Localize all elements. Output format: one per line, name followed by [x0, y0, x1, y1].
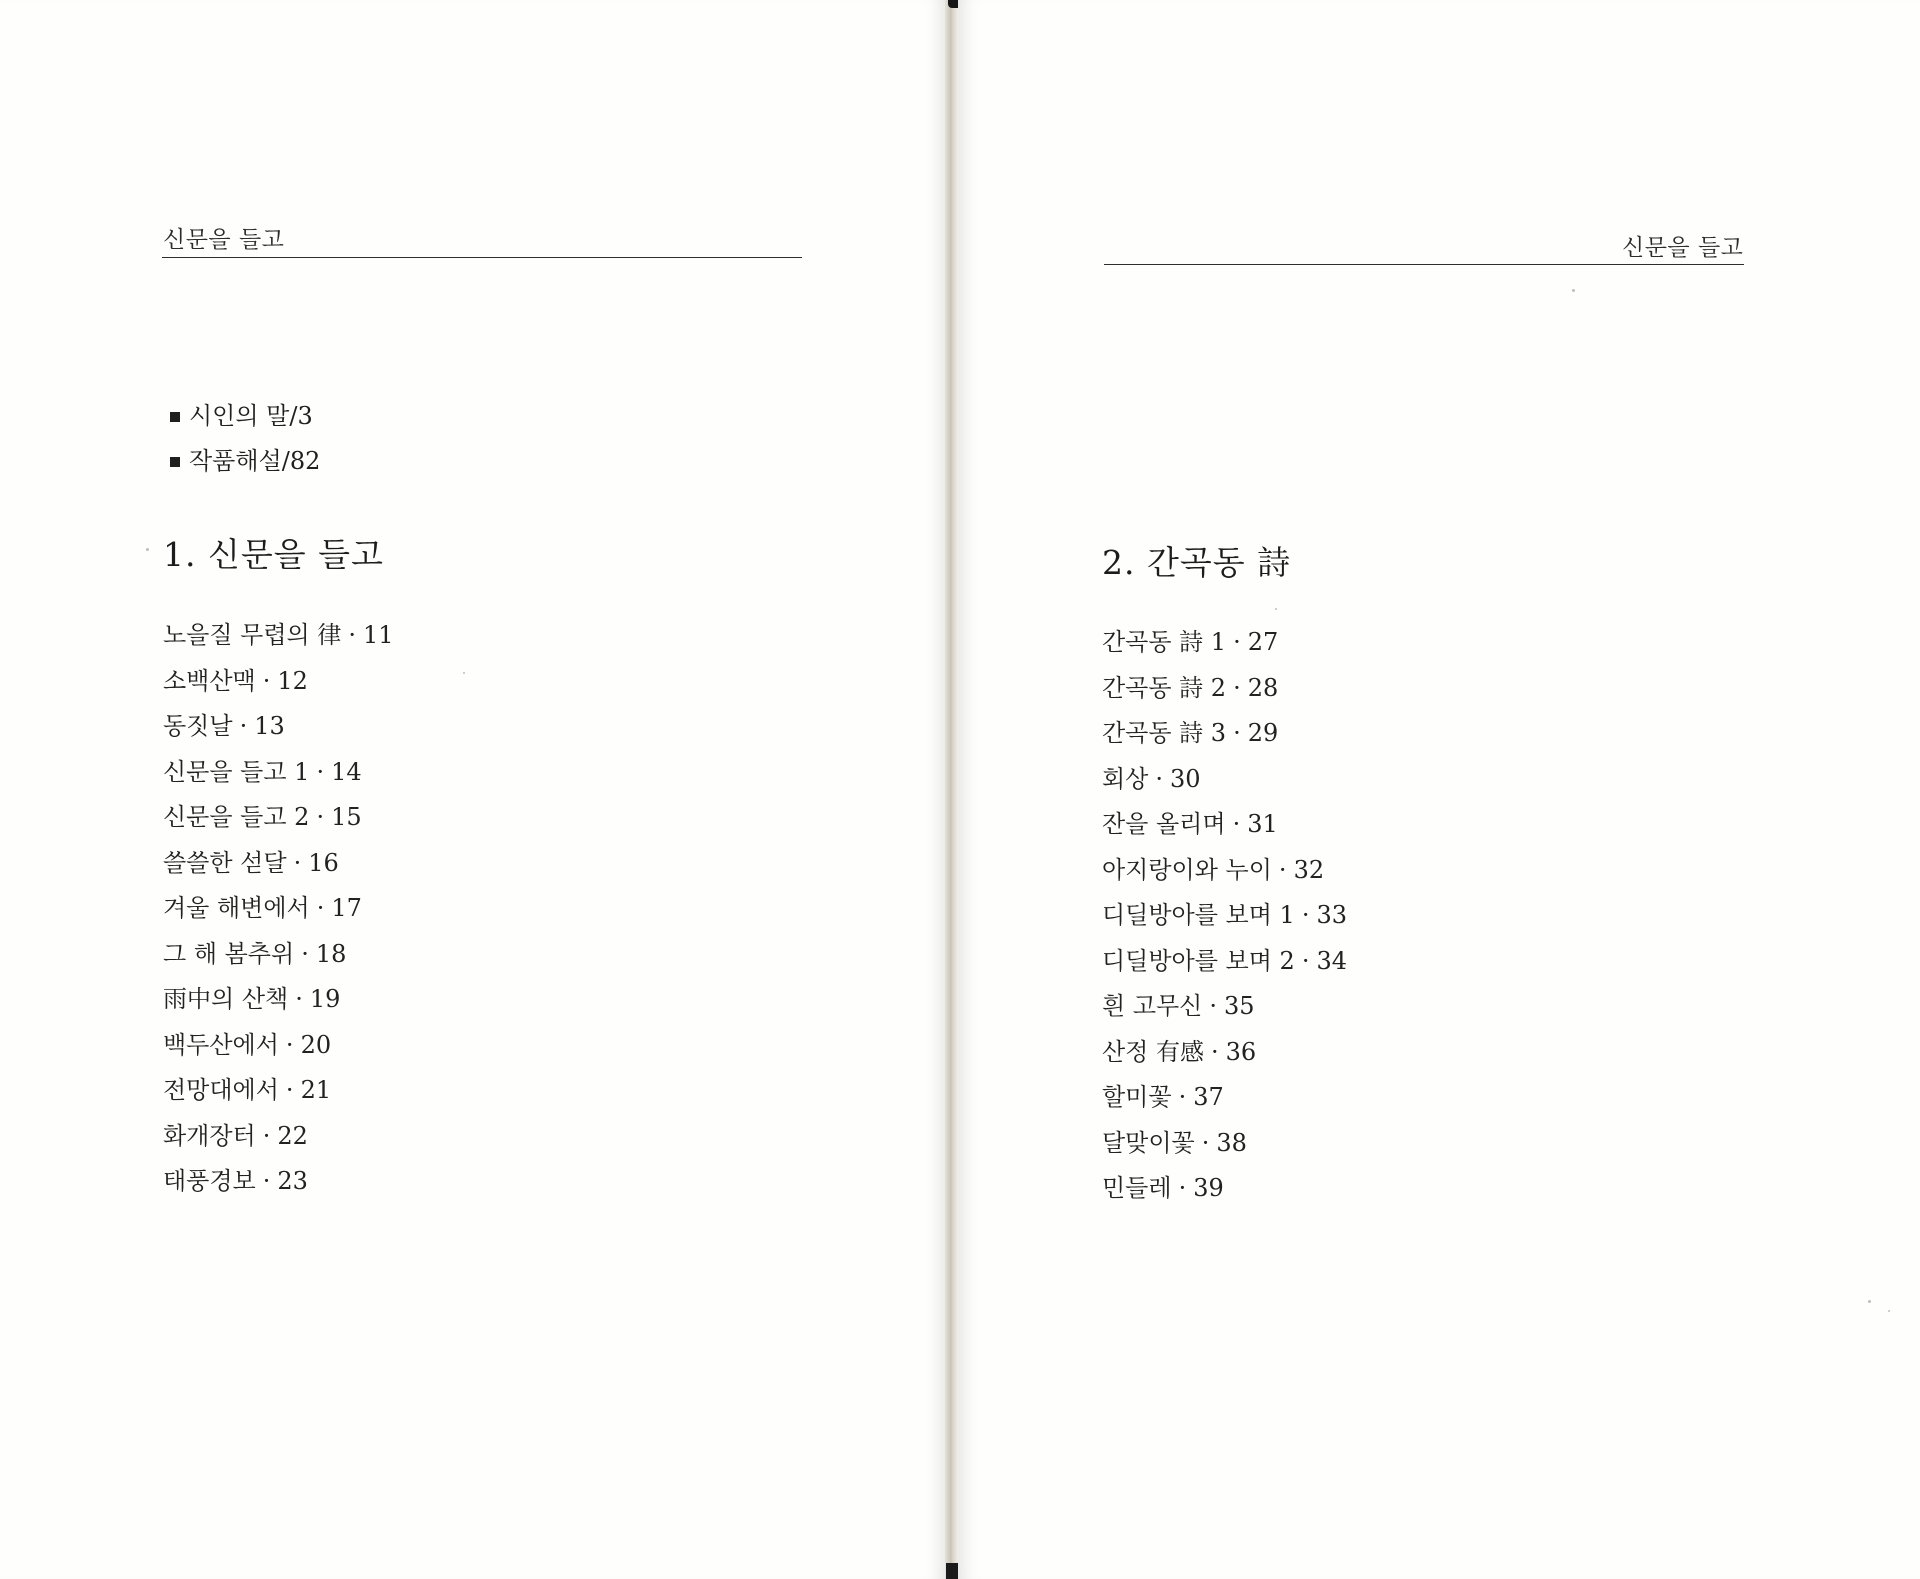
toc-separator-dot: ·	[1232, 810, 1241, 838]
toc-entry-page-number: 23	[277, 1167, 308, 1195]
toc-entry[interactable]	[163, 977, 394, 1023]
toc-separator-dot: ·	[316, 803, 325, 831]
toc-entry[interactable]	[1102, 939, 1347, 985]
scan-speck	[1868, 1300, 1871, 1303]
toc-entry[interactable]	[163, 1159, 394, 1205]
front-matter-item[interactable]	[170, 394, 320, 439]
toc-entry-page-number: 39	[1193, 1174, 1224, 1202]
section-1-title: 1. 신문을 들고	[163, 535, 384, 574]
toc-entry[interactable]	[163, 1068, 394, 1114]
toc-entry-page-number: 17	[331, 894, 362, 922]
scan-speck	[146, 548, 149, 551]
toc-entry-page-number: 19	[309, 985, 341, 1013]
toc-separator-dot: ·	[1301, 946, 1310, 975]
toc-entry[interactable]	[163, 1114, 394, 1160]
section-1-toc	[163, 613, 394, 1205]
toc-entry[interactable]	[1102, 848, 1347, 894]
toc-entry-title: 노을질 무렵의 律	[163, 621, 342, 649]
toc-entry[interactable]	[163, 841, 394, 887]
toc-entry-page-number: 22	[277, 1121, 308, 1150]
toc-entry-page-number: 11	[363, 621, 394, 649]
toc-entry[interactable]	[1102, 893, 1347, 939]
toc-separator-dot: ·	[1178, 1083, 1187, 1111]
toc-entry-title: 회상	[1102, 764, 1149, 793]
toc-entry-page-number: 37	[1193, 1083, 1224, 1111]
toc-entry[interactable]	[1102, 757, 1347, 803]
toc-separator-dot: ·	[1211, 1037, 1219, 1066]
left-running-head: 신문을 들고	[163, 227, 285, 253]
front-matter-label: 작품해설/82	[189, 447, 321, 475]
toc-entry-page-number: 32	[1293, 855, 1325, 884]
book-gutter	[945, 0, 958, 1579]
toc-entry-page-number: 18	[315, 939, 347, 968]
toc-entry-page-number: 15	[331, 803, 362, 831]
toc-entry[interactable]	[1102, 1121, 1347, 1167]
toc-entry-page-number: 38	[1216, 1128, 1247, 1157]
toc-separator-dot: ·	[262, 1167, 271, 1195]
toc-entry-title: 쓸쓸한 섣달	[163, 848, 287, 877]
toc-entry[interactable]	[163, 659, 394, 705]
toc-entry[interactable]	[163, 886, 394, 932]
toc-separator-dot: ·	[262, 666, 271, 695]
toc-entry-title: 디딜방아를 보며 1	[1102, 901, 1295, 929]
front-matter-item[interactable]	[170, 439, 320, 484]
toc-entry-page-number: 14	[331, 757, 362, 786]
right-running-head: 신문을 들고	[1622, 235, 1744, 261]
toc-entry-title: 할미꽃	[1102, 1083, 1172, 1111]
toc-entry-page-number: 29	[1247, 719, 1279, 747]
toc-separator-dot: ·	[262, 1121, 271, 1150]
toc-entry-title: 아지랑이와 누이	[1102, 855, 1272, 884]
toc-separator-dot: ·	[295, 985, 303, 1013]
toc-separator-dot: ·	[1301, 901, 1310, 929]
toc-entry[interactable]	[1102, 1030, 1347, 1076]
toc-separator-dot: ·	[1233, 673, 1241, 702]
scan-speck	[1275, 608, 1277, 610]
toc-entry-title: 신문을 들고 2	[163, 803, 310, 831]
toc-entry-title: 신문을 들고 1	[163, 757, 310, 786]
toc-separator-dot: ·	[1233, 719, 1241, 747]
toc-separator-dot: ·	[285, 1076, 294, 1104]
toc-entry-title: 태풍경보	[163, 1167, 256, 1195]
toc-separator-dot: ·	[1209, 992, 1218, 1020]
toc-separator-dot: ·	[1155, 764, 1164, 793]
toc-entry-page-number: 31	[1247, 810, 1278, 838]
black-square-bullet-icon	[170, 457, 180, 467]
toc-entry-title: 흰 고무신	[1102, 992, 1203, 1020]
toc-separator-dot: ·	[301, 939, 309, 968]
toc-entry-title: 전망대에서	[163, 1076, 279, 1104]
toc-entry[interactable]	[163, 932, 394, 978]
toc-entry-title: 소백산맥	[163, 666, 256, 695]
toc-entry-title: 간곡동 詩 1	[1102, 628, 1227, 656]
front-matter-list	[170, 394, 320, 484]
toc-entry-page-number: 36	[1225, 1037, 1257, 1066]
front-matter-label: 시인의 말/3	[189, 402, 313, 430]
toc-entry-title: 겨울 해변에서	[163, 894, 310, 922]
toc-entry-title: 간곡동 詩 3	[1102, 719, 1227, 747]
toc-entry[interactable]	[1102, 1166, 1347, 1212]
toc-entry-page-number: 33	[1316, 901, 1348, 929]
scan-speck	[463, 672, 465, 674]
toc-entry-title: 백두산에서	[163, 1030, 279, 1059]
toc-separator-dot: ·	[1178, 1174, 1187, 1202]
toc-entry-title: 민들레	[1102, 1174, 1172, 1202]
right-page	[958, 0, 1920, 1579]
scan-speck	[1888, 1310, 1890, 1312]
toc-entry[interactable]	[1102, 620, 1347, 666]
toc-entry-page-number: 20	[300, 1030, 332, 1059]
toc-entry-title: 잔을 올리며	[1102, 810, 1226, 838]
toc-entry-page-number: 16	[308, 848, 339, 877]
toc-entry-title: 디딜방아를 보며 2	[1102, 946, 1295, 975]
toc-entry-title: 동짓날	[163, 712, 233, 740]
toc-separator-dot: ·	[293, 848, 302, 877]
toc-separator-dot: ·	[1201, 1128, 1210, 1157]
toc-separator-dot: ·	[1278, 855, 1287, 884]
toc-entry[interactable]	[1102, 802, 1347, 848]
left-page	[0, 0, 946, 1579]
toc-entry[interactable]	[163, 795, 394, 841]
toc-entry[interactable]	[1102, 984, 1347, 1030]
toc-entry-title: 간곡동 詩 2	[1102, 673, 1227, 702]
toc-entry[interactable]	[1102, 711, 1347, 757]
toc-entry-page-number: 21	[300, 1076, 332, 1104]
toc-separator-dot: ·	[239, 712, 248, 740]
toc-separator-dot: ·	[316, 894, 325, 922]
toc-entry-title: 산정 有感	[1102, 1037, 1204, 1066]
toc-entry-title: 雨中의 산책	[163, 985, 289, 1013]
toc-entry-title: 화개장터	[163, 1121, 256, 1150]
toc-entry-page-number: 30	[1170, 764, 1201, 793]
toc-separator-dot: ·	[285, 1030, 294, 1059]
section-2-toc	[1102, 620, 1347, 1212]
left-header-rule	[162, 257, 802, 258]
scan-speck	[1572, 289, 1575, 292]
toc-separator-dot: ·	[1233, 628, 1241, 656]
toc-entry-title: 그 해 봄추위	[163, 939, 295, 968]
toc-entry-page-number: 13	[254, 712, 285, 740]
toc-entry[interactable]	[163, 613, 394, 659]
toc-entry-page-number: 28	[1247, 673, 1279, 702]
section-2-title: 2. 간곡동 詩	[1102, 543, 1292, 582]
toc-entry-page-number: 35	[1224, 992, 1255, 1020]
black-square-bullet-icon	[170, 412, 180, 422]
toc-separator-dot: ·	[348, 621, 357, 649]
toc-entry[interactable]	[163, 750, 394, 796]
right-header-rule	[1104, 264, 1744, 265]
toc-entry[interactable]	[1102, 666, 1347, 712]
toc-entry-title: 달맞이꽃	[1102, 1128, 1195, 1157]
toc-entry-page-number: 12	[277, 666, 308, 695]
toc-entry[interactable]	[163, 1023, 394, 1069]
toc-entry[interactable]	[163, 704, 394, 750]
toc-entry-page-number: 27	[1247, 628, 1279, 656]
toc-separator-dot: ·	[316, 757, 325, 786]
toc-entry-page-number: 34	[1316, 946, 1348, 975]
toc-entry[interactable]	[1102, 1075, 1347, 1121]
